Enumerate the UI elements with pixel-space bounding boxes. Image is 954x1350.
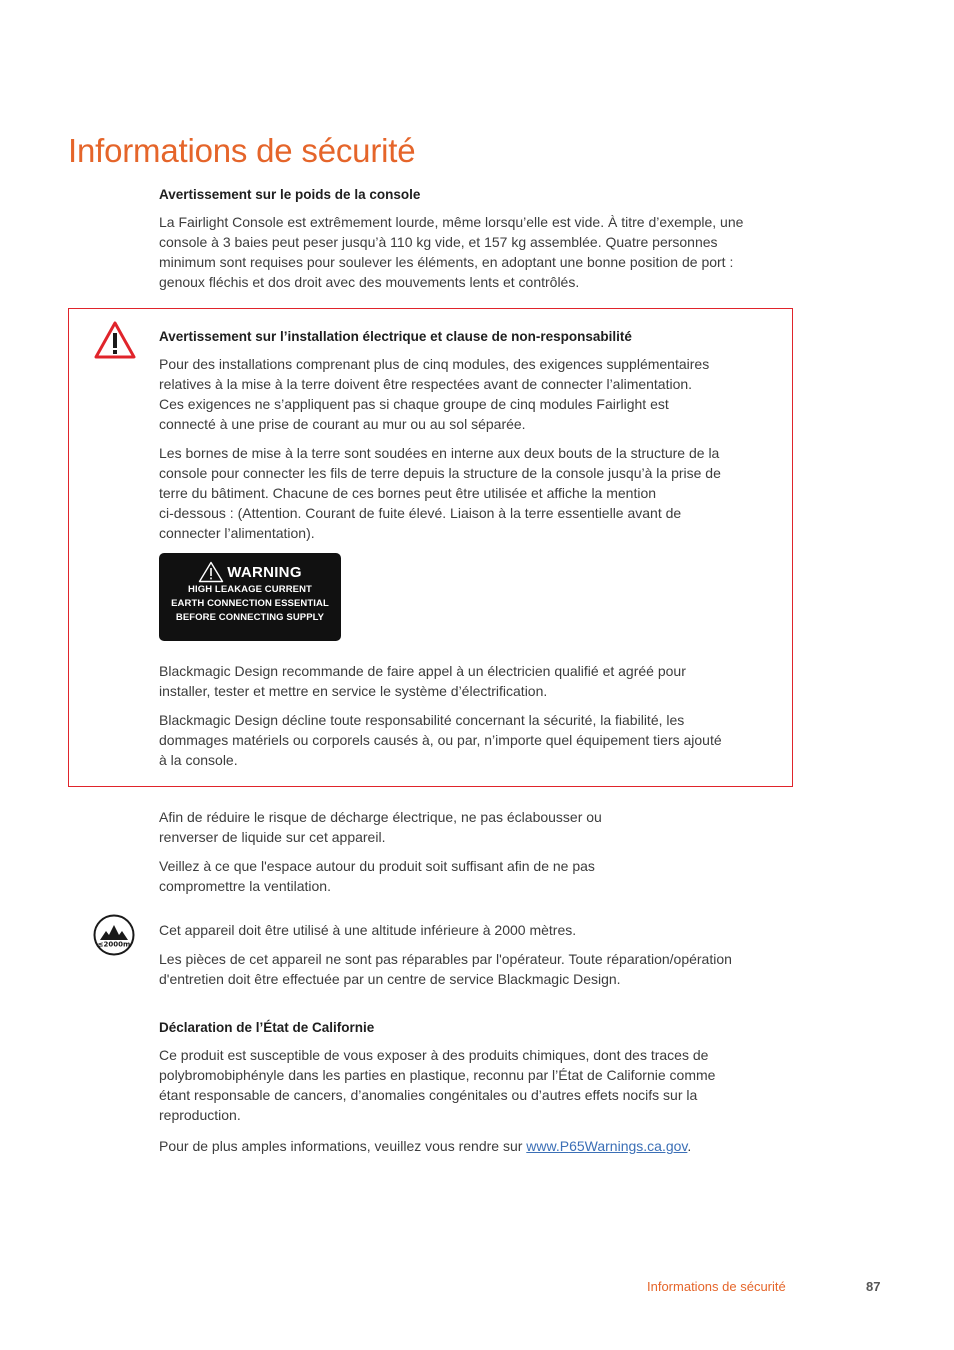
text-line: console à 3 baies peut peser jusqu’à 110 kg vide, et 157 kg assemblée. Quatre personnes [159, 234, 718, 250]
p65-warnings-link[interactable]: www.P65Warnings.ca.gov [526, 1138, 688, 1154]
weight-warning-text [159, 212, 789, 292]
text-line: Les pièces de cet appareil ne sont pas réparables par l'opérateur. Toute réparation/opération [159, 951, 732, 967]
label-line: BEFORE CONNECTING SUPPLY [175, 612, 325, 623]
footer-page-number: 87 [866, 1279, 881, 1294]
text-line: Pour des installations comprenant plus de cinq modules, des exigences supplémentaires [159, 356, 710, 372]
altitude-section [159, 920, 784, 998]
text-line: console pour connecter les fils de terre depuis la structure de la console jusqu’à la prise de [159, 465, 721, 481]
label-line: EARTH CONNECTION ESSENTIAL [171, 598, 329, 609]
electrical-paragraph-1 [159, 354, 774, 434]
footer-section-title: Informations de sécurité [647, 1279, 786, 1294]
electrical-paragraph-2 [159, 443, 774, 543]
weight-warning-section [159, 186, 789, 301]
california-section [159, 1019, 784, 1165]
altitude-icon-label: ≤2000m [97, 940, 131, 949]
weight-warning-heading: Avertissement sur le poids de la console [159, 187, 421, 202]
electrical-paragraph-3 [159, 661, 774, 701]
text-line: d'entretien doit être effectuée par un centre de service Blackmagic Design. [159, 971, 621, 987]
california-heading: Déclaration de l’État de Californie [159, 1020, 375, 1035]
text-line: ci-dessous : (Attention. Courant de fuite élevé. Liaison à la terre essentielle avant de [159, 505, 682, 521]
california-paragraph-2 [159, 1136, 784, 1156]
more-info-suffix: . [687, 1138, 692, 1154]
label-line: HIGH LEAKAGE CURRENT [188, 584, 312, 595]
text-line: connecter l’alimentation). [159, 525, 315, 541]
text-line: genoux fléchis et dos droit avec des mouvements lents et contrôlés. [159, 274, 580, 290]
text-line: dommages matériels ou corporels causés à, ou par, n’importe quel équipement tiers ajouté [159, 732, 722, 748]
text-line: terre du bâtiment. Chacune de ces bornes peut être utilisée et affiche la mention [159, 485, 657, 501]
text-line: renverser de liquide sur cet appareil. [159, 829, 386, 845]
text-line: connecté à une prise de courant au mur ou au sol séparée. [159, 416, 526, 432]
label-warning-row [159, 561, 341, 583]
text-line: Blackmagic Design recommande de faire appel à un électricien qualifié et agréé pour [159, 663, 686, 679]
liquid-warning-text [159, 807, 789, 847]
text-line: minimum sont requises pour soulever les éléments, en adoptant une bonne position de port : [159, 254, 734, 270]
text-line: Ce produit est susceptible de vous exposer à des produits chimiques, dont des traces de [159, 1047, 709, 1063]
altitude-mountain-icon [93, 914, 135, 956]
text-line: reproduction. [159, 1107, 241, 1123]
warning-triangle-icon [93, 320, 137, 360]
text-line: Veillez à ce que l'espace autour du produit soit suffisant afin de ne pas [159, 858, 595, 874]
electrical-warning-heading: Avertissement sur l’installation électrique et clause de non-responsabilité [159, 329, 632, 344]
warning-triangle-outline-icon [198, 561, 224, 583]
page-title: Informations de sécurité [68, 132, 416, 169]
text-line: Les bornes de mise à la terre sont soudées en interne aux deux bouts de la structure de la [159, 445, 720, 461]
service-text [159, 949, 784, 989]
ventilation-warning-text [159, 856, 789, 896]
text-line: à la console. [159, 752, 238, 768]
text-line: étant responsable de cancers, d’anomalies congénitales ou d’autres effets nocifs sur la [159, 1087, 698, 1103]
california-paragraph-1 [159, 1045, 784, 1125]
text-line: Afin de réduire le risque de décharge électrique, ne pas éclabousser ou [159, 809, 602, 825]
more-info-prefix: Pour de plus amples informations, veuillez vous rendre sur [159, 1138, 527, 1154]
electrical-warning-section [159, 328, 774, 552]
text-line: Blackmagic Design décline toute responsabilité concernant la sécurité, la fiabilité, les [159, 712, 685, 728]
text-line: installer, tester et mettre en service le système d’électrification. [159, 683, 548, 699]
high-leakage-warning-label [159, 553, 341, 641]
electrical-warning-continued [159, 661, 774, 779]
altitude-text: Cet appareil doit être utilisé à une altitude inférieure à 2000 mètres. [159, 922, 577, 938]
label-warning-word: WARNING [227, 563, 302, 581]
text-line: relatives à la mise à la terre doivent être respectées avant de connecter l’alimentation. [159, 376, 693, 392]
text-line: compromettre la ventilation. [159, 878, 331, 894]
text-line: polybromobiphényle dans les parties en plastique, reconnu par l’État de Californie comme [159, 1067, 716, 1083]
electrical-paragraph-4 [159, 710, 774, 770]
general-safety-section [159, 807, 789, 905]
text-line: La Fairlight Console est extrêmement lourde, même lorsqu’elle est vide. À titre d’exemple, une [159, 214, 744, 230]
text-line: Ces exigences ne s’appliquent pas si chaque groupe de cinq modules Fairlight est [159, 396, 669, 412]
